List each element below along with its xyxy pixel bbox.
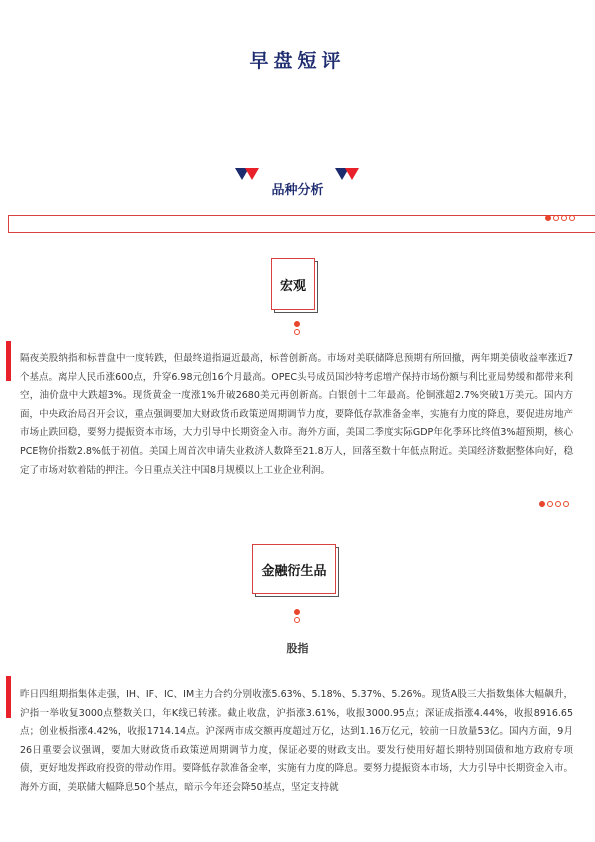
derivatives-vertical-dots-icon	[293, 609, 301, 625]
macro-paragraph: 隔夜美股纳指和标普盘中一度转跌，但最终道指逼近最高，标普创新高。市场对美联储降息预期有所回撤，两年期美债收益率涨近7个基点。离岸人民币涨600点，升穿6.98元创16个月最高。OPEC头号成员国沙特考虑增产保持市场份额与利比亚局势缓和都带来利空，油价盘中大跌超3%。现货黄金一度涨1%升破2680美元再创新高。白银创十二年最高。伦铜涨超2.7%突破1万美元。国内方面，中央政治局召开会议，重点强调要加大财政货币政策逆周期调节力度，要降低存款准备金率，实施有力度的降息，要促进房地产市场止跌回稳，要努力提振资本市场，大力引导中长期资金入市。海外方面，美国二季度实际GDP年化季环比终值3%超预期，核心PCE物价指数2.8%低于初值。美国上周首次申请失业救济人数降至21.8万人，回落至数十年低点附近。美国经济数据整体向好，稳定了市场对软着陆的押注。今日重点关注中国8月规模以上工业企业利润。	[20, 353, 573, 476]
section-label: 品种分析	[271, 183, 324, 198]
banner-dots-icon	[545, 214, 575, 222]
section-banner	[8, 215, 595, 233]
macro-vertical-dots-icon	[293, 321, 301, 337]
stock-index-label: 股指	[286, 642, 309, 655]
macro-title: 宏观	[279, 278, 306, 294]
derivatives-accent-bar	[6, 676, 11, 718]
macro-accent-bar	[6, 341, 11, 381]
derivatives-title-box	[252, 544, 336, 594]
macro-title-box	[271, 258, 315, 310]
derivatives-paragraph: 昨日四组期指集体走强，IH、IF、IC、IM主力合约分别收涨5.63%、5.18%、5.37%、5.26%。现货A股三大指数集体大幅飙升，沪指一举收复3000点整数关口，年K线已转涨。截止收盘，沪指涨3.61%，收报3000.95点；深证成指涨4.44%，收报8916.65点；创业板指涨4.42%，收报1714.14点。沪深两市成交额再度超过万亿，达到1.16万亿元，较前一日放量53亿。国内方面，9月26日重要会议强调，要加大财政货币政策逆周期调节力度，保证必要的财政支出。要发行使用好超长期特别国债和地方政府专项债，更好地发挥政府投资的带动作用。要降低存款准备金率，实施有力度的降息。要努力提振资本市场，大力引导中长期资金入市。海外方面，美联储大幅降息50个基点，暗示今年还会降50基点，坚定支持就	[20, 689, 573, 793]
derivatives-title: 金融衍生品	[261, 563, 327, 579]
page-title: 早盘短评	[249, 50, 346, 72]
macro-end-dots-icon	[539, 500, 569, 508]
